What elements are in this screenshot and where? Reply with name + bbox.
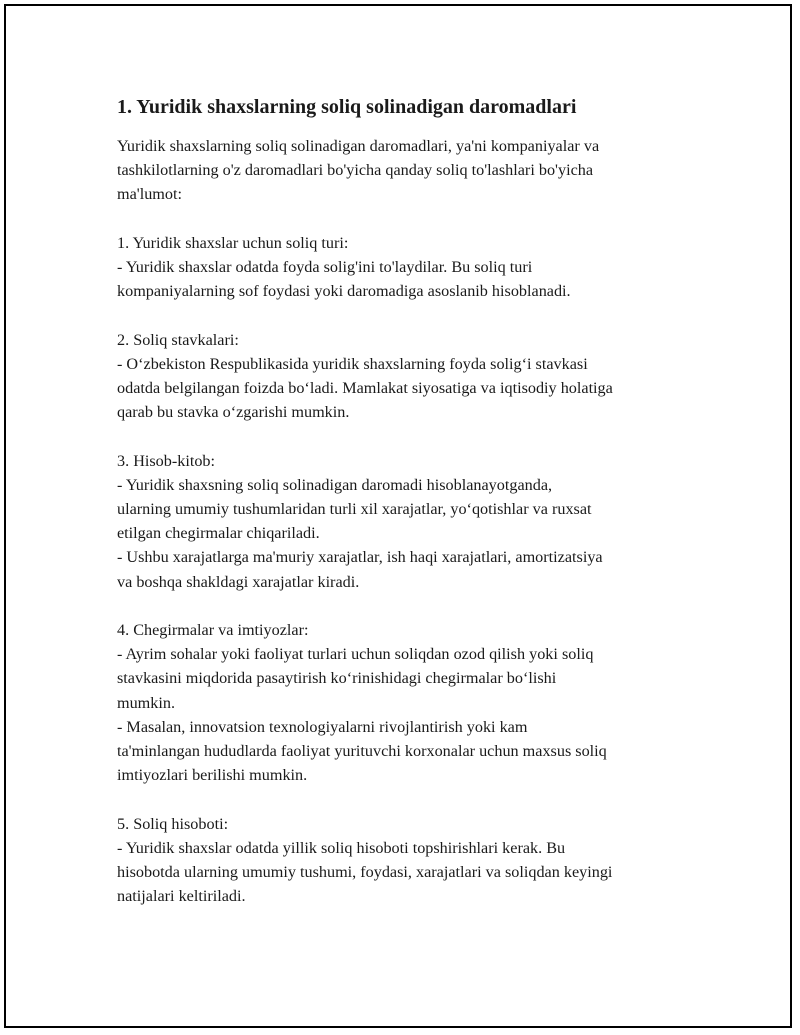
section-hisob-kitob [117, 449, 697, 594]
section-gap [117, 303, 697, 327]
section-line: natijalari keltiriladi. [117, 887, 246, 906]
section-line: - Masalan, innovatsion texnologiyalarni rivojlantirish yoki kam [117, 717, 528, 736]
section-heading: 1. Yuridik shaxslar uchun soliq turi: [117, 233, 349, 252]
section-heading: 2. Soliq stavkalari: [117, 330, 239, 349]
section-line: qarab bu stavka o‘zgarishi mumkin. [117, 403, 350, 422]
document-title: 1. Yuridik shaxslarning soliq solinadigan daromadlari [117, 96, 577, 118]
section-heading: 3. Hisob-kitob: [117, 451, 216, 470]
section-line: va boshqa shakldagi xarajatlar kiradi. [117, 572, 360, 591]
section-line: imtiyozlari berilishi mumkin. [117, 766, 308, 785]
section-gap [117, 594, 697, 618]
section-line: - Ayrim sohalar yoki faoliyat turlari uchun soliqdan ozod qilish yoki soliq [117, 645, 594, 664]
section-line: mumkin. [117, 693, 176, 712]
section-line: stavkasini miqdorida pasaytirish ko‘rinishidagi chegirmalar bo‘lishi [117, 669, 557, 688]
intro-line: Yuridik shaxslarning soliq solinadigan daromadlari, ya'ni kompaniyalar va [117, 137, 600, 155]
section-soliq-stavkalari [117, 328, 697, 425]
section-heading: 4. Chegirmalar va imtiyozlar: [117, 621, 309, 639]
section-line: - Yuridik shaxslar odatda yillik soliq hisoboti topshirishlari kerak. Bu [117, 838, 566, 857]
section-gap [117, 207, 697, 231]
section-line: - Yuridik shaxsning soliq solinadigan daromadi hisoblanayotganda, [117, 475, 553, 494]
section-line: ta'minlangan hududlarda faoliyat yurituvchi korxonalar uchun maxsus soliq [117, 742, 607, 761]
section-line: kompaniyalarning sof foydasi yoki daromadiga asoslanib hisoblanadi. [117, 282, 571, 301]
section-heading: 5. Soliq hisoboti: [117, 814, 229, 833]
intro-paragraph [117, 134, 697, 207]
section-gap [117, 787, 697, 811]
section-soliq-turi [117, 231, 697, 304]
section-soliq-hisoboti [117, 812, 697, 909]
section-gap [117, 424, 697, 448]
document-body [117, 94, 697, 908]
section-line: - Ushbu xarajatlarga ma'muriy xarajatlar, ish haqi xarajatlari, amortizatsiya [117, 548, 603, 567]
section-line: odatda belgilangan foizda bo‘ladi. Mamlakat siyosatiga va iqtisodiy holatiga [117, 379, 613, 397]
section-line: - Yuridik shaxslar odatda foyda solig'ini to'laydilar. Bu soliq turi [117, 258, 533, 276]
section-line: - O‘zbekiston Respublikasida yuridik shaxslarning foyda solig‘i stavkasi [117, 354, 588, 373]
intro-line: tashkilotlarning o'z daromadlari bo'yicha qanday soliq to'lashlari bo'yicha [117, 161, 594, 180]
section-line: ularning umumiy tushumlaridan turli xil xarajatlar, yo‘qotishlar va ruxsat [117, 500, 592, 518]
section-line: etilgan chegirmalar chiqariladi. [117, 524, 320, 543]
intro-line: ma'lumot: [117, 185, 182, 204]
section-line: hisobotda ularning umumiy tushumi, foydasi, xarajatlari va soliqdan keyingi [117, 863, 613, 882]
section-chegirmalar [117, 618, 697, 787]
